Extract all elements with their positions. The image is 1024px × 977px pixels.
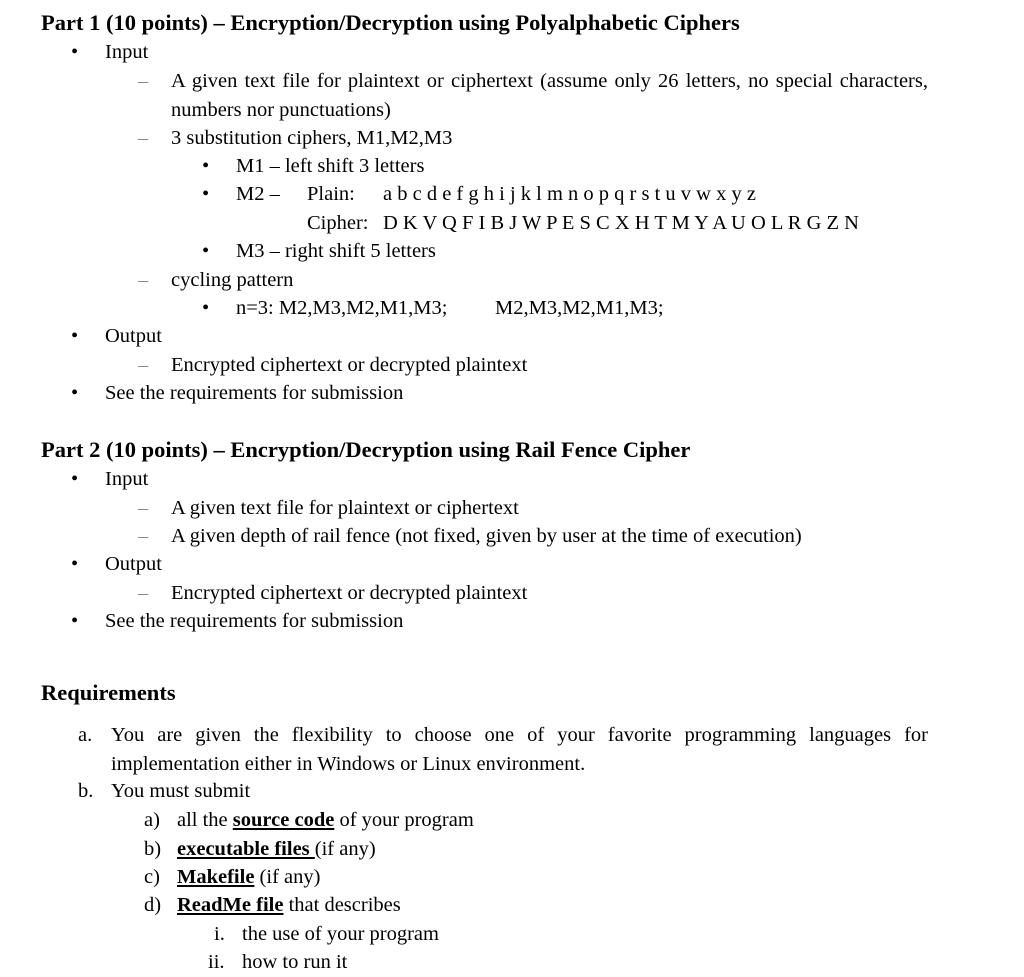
dash-icon: – [138, 497, 149, 519]
req-sub-underlined: Makefile [177, 866, 255, 888]
dash-icon: – [138, 127, 149, 149]
m2-plain-alphabet: a b c d e f g h i j k l m n o p q r s t u v w x y z [383, 183, 756, 205]
bullet-icon: • [202, 155, 210, 177]
m1-text: M1 – left shift 3 letters [236, 155, 425, 177]
req-sub-post: that describes [283, 894, 401, 916]
requirements-heading: Requirements [41, 680, 176, 705]
req-sub-text [177, 835, 376, 864]
req-b-marker: b. [78, 780, 94, 802]
req-sub-post: of your program [334, 809, 474, 831]
dash-icon: – [138, 525, 149, 547]
bullet-icon: • [71, 610, 79, 632]
req-sub-marker: b) [144, 838, 162, 860]
part2-output-label: Output [105, 553, 162, 575]
dash-icon: – [138, 582, 149, 604]
m2-plain-label: Plain: [307, 183, 355, 205]
bullet-icon: • [71, 553, 79, 575]
part2-see-req-text: See the requirements for submission [105, 610, 404, 632]
dash-icon: – [138, 269, 149, 291]
m3-text: M3 – right shift 5 letters [236, 240, 436, 262]
req-a-text: You are given the flexibility to choose one of your favorite programming languages for implementation either in Windows or Linux environment. [111, 724, 928, 775]
bullet-icon: • [71, 468, 79, 490]
dash-icon: – [138, 354, 149, 376]
bullet-icon: • [71, 41, 79, 63]
req-sub-marker: a) [144, 809, 160, 831]
m2-cipher-label: Cipher: [307, 212, 369, 234]
req-sub-underlined: source code [232, 809, 335, 831]
req-sub-marker: d) [144, 894, 162, 916]
req-sub-post: (if any) [254, 866, 321, 888]
part2-input-text-1: A given text file for plaintext or ciphertext [171, 497, 519, 519]
cycle-text: n=3: M2,M3,M2,M1,M3; [236, 297, 448, 319]
bullet-icon: • [71, 325, 79, 347]
req-b-text: You must submit [111, 780, 251, 802]
dash-icon: – [138, 70, 149, 92]
req-sub-marker: c) [144, 866, 160, 888]
part2-input-label: Input [105, 468, 149, 490]
req-roman-marker: i. [214, 923, 225, 945]
part2-input-text-2: A given depth of rail fence (not fixed, given by user at the time of execution) [171, 525, 802, 547]
part1-output-label: Output [105, 325, 162, 347]
req-roman-text: the use of your program [242, 923, 439, 945]
part1-input-text-1: A given text file for plaintext or ciphertext (assume only 26 letters, no special characters, numbers nor punctuations) [171, 70, 928, 121]
bullet-icon: • [202, 240, 210, 262]
part1-output-text: Encrypted ciphertext or decrypted plaintext [171, 354, 528, 376]
part2-heading: Part 2 (10 points) – Encryption/Decryption using Rail Fence Cipher [41, 437, 691, 462]
m2-cipher-alphabet: D K V Q F I B J W P E S C X H T M Y A U O L R G Z N [383, 212, 859, 234]
req-sub-text [177, 891, 401, 920]
req-sub-text [177, 863, 320, 892]
cycle-text-2: M2,M3,M2,M1,M3; [495, 297, 664, 319]
part2-output-text: Encrypted ciphertext or decrypted plaintext [171, 582, 528, 604]
req-sub-underlined: executable files [177, 838, 315, 860]
part1-input-text-3: cycling pattern [171, 269, 294, 291]
bullet-icon: • [71, 382, 79, 404]
req-a-marker: a. [78, 724, 93, 746]
bullet-icon: • [202, 297, 210, 319]
req-sub-underlined: ReadMe file [177, 894, 284, 916]
part1-input-label: Input [105, 41, 149, 63]
bullet-icon: • [202, 183, 210, 205]
req-roman-marker: ii. [208, 951, 225, 973]
part1-see-req-text: See the requirements for submission [105, 382, 404, 404]
m2-label: M2 – [236, 183, 280, 205]
part1-heading: Part 1 (10 points) – Encryption/Decryption using Polyalphabetic Ciphers [41, 10, 740, 35]
req-roman-text: how to run it [242, 951, 348, 973]
req-sub-text [177, 806, 474, 835]
req-sub-pre: all the [177, 809, 233, 831]
req-sub-post: (if any) [314, 838, 376, 860]
part1-input-text-2: 3 substitution ciphers, M1,M2,M3 [171, 127, 453, 149]
